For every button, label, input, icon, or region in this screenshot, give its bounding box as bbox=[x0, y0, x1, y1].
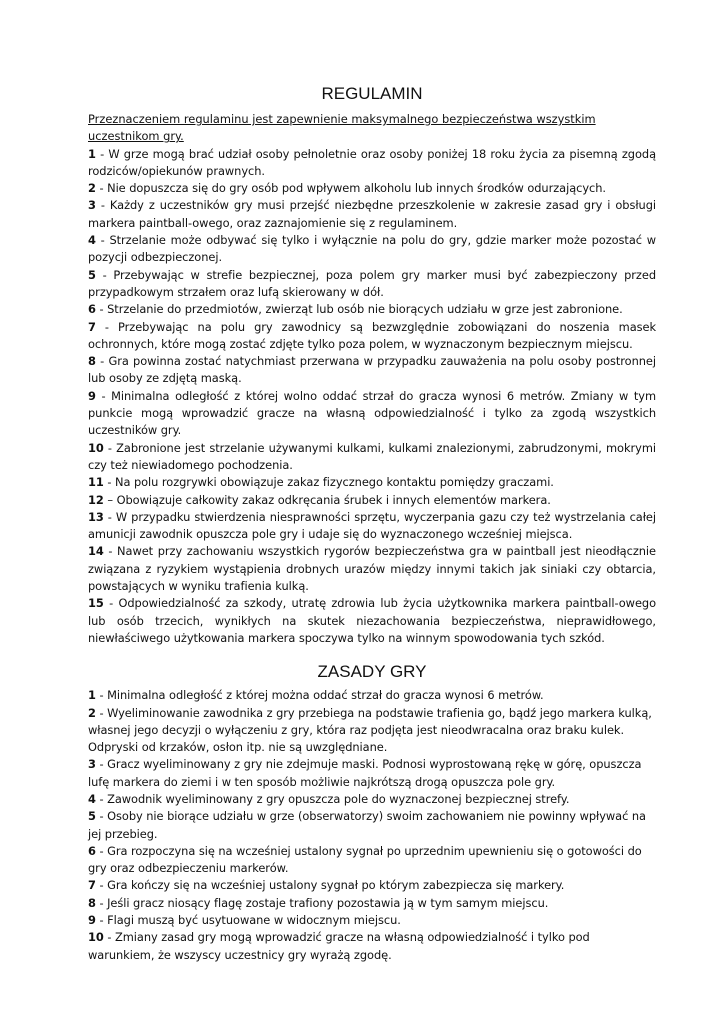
rule-text: Zabronione jest strzelanie używanymi kulkami, kulkami znalezionymi, zabrudzonymi, mokrymi czy też niewiadomego pochodzenia. bbox=[88, 440, 656, 472]
rule-separator: - bbox=[95, 198, 110, 213]
rule-number: 3 bbox=[88, 198, 96, 213]
rule-separator: - bbox=[103, 509, 116, 524]
rule-text: Wyeliminowanie zawodnika z gry przebiega na podstawie trafienia go, bądź jego markera kulką, własnej jego decyzji o wyłączeniu z gry, która raz podjęta jest nieodwracalna oraz braku kulek. Odpryski od krzaków, osłon itp. nie są uwzględniane. bbox=[88, 705, 652, 755]
zasady-rule bbox=[88, 912, 656, 929]
rule-number: 14 bbox=[88, 544, 104, 559]
rule-text: Minimalna odległość z której wolno oddać strzał do gracza wynosi 6 metrów. Zmiany w tym punkcie mogą wprowadzić gracze na własną odpowiedzialność i tylko za zgodą wszystkich uczestników gry. bbox=[88, 388, 657, 438]
rule-text: Nawet przy zachowaniu wszystkich rygorów bezpieczeństwa gra w paintball jest nieodłącznie związana z ryzykiem wystąpienia drobnych urazów między innymi takich jak siniaki czy obtarcia, powstających w wyniku trafienia kulką. bbox=[88, 544, 656, 594]
rule-number: 8 bbox=[88, 895, 96, 910]
rule-text: Minimalna odległość z której można oddać strzał do gracza wynosi 6 metrów. bbox=[107, 688, 544, 703]
rule-text: Przebywając na polu gry zawodnicy są bezwzględnie zobowiązani do noszenia masek ochronnych, które mogą zostać zdjęte tylko poza polem, w wyznaczonym bezpiecznym miejscu. bbox=[88, 319, 657, 351]
rule-separator: - bbox=[95, 791, 108, 806]
rule-separator: - bbox=[103, 930, 115, 945]
rule-number: 7 bbox=[88, 319, 96, 334]
rule-number: 6 bbox=[88, 843, 96, 858]
zasady-rule bbox=[88, 687, 656, 704]
regulamin-rule bbox=[88, 232, 656, 267]
rule-number: 9 bbox=[88, 388, 96, 403]
rule-text: Flagi muszą być usytuowane w widocznym miejscu. bbox=[107, 913, 401, 928]
rule-text: Strzelanie do przedmiotów, zwierząt lub osób nie biorących udziału w grze jest zabronione. bbox=[107, 302, 623, 317]
rule-number: 1 bbox=[88, 688, 96, 703]
regulamin-rule bbox=[88, 492, 656, 509]
zasady-title: ZASADY GRY bbox=[317, 662, 427, 682]
zasady-rule bbox=[88, 895, 656, 912]
regulamin-rule bbox=[88, 180, 656, 197]
rule-separator: - bbox=[103, 596, 119, 611]
rule-number: 12 bbox=[88, 492, 104, 507]
zasady-rule bbox=[88, 843, 656, 878]
rule-separator: - bbox=[95, 181, 108, 196]
rule-text: Strzelanie może odbywać się tylko i wyłącznie na polu do gry, gdzie marker może pozostać w pozycji odbezpieczonej. bbox=[88, 233, 657, 265]
regulamin-rule bbox=[88, 319, 656, 354]
rule-number: 6 bbox=[88, 302, 96, 317]
rule-number: 13 bbox=[88, 509, 104, 524]
rule-text: Przebywając w strefie bezpiecznej, poza polem gry marker musi być zabezpieczony przed przypadkowym strzałem oraz lufą skierowany w dół. bbox=[88, 267, 657, 299]
rule-text: Gra powinna zostać natychmiast przerwana w przypadku zauważenia na polu osoby postronnej lub osoby ze zdjętą maską. bbox=[88, 354, 657, 386]
zasady-rule bbox=[88, 929, 656, 964]
rule-separator: - bbox=[95, 267, 114, 282]
rule-separator: - bbox=[95, 233, 110, 248]
regulamin-rule bbox=[88, 509, 656, 544]
rule-separator: - bbox=[95, 843, 108, 858]
rule-separator: - bbox=[95, 302, 108, 317]
rule-number: 7 bbox=[88, 878, 96, 893]
rule-text: Obowiązuje całkowity zakaz odkręcania śrubek i innych elementów markera. bbox=[116, 492, 551, 507]
rule-number: 15 bbox=[88, 596, 104, 611]
rule-separator: - bbox=[95, 757, 108, 772]
regulamin-rule bbox=[88, 301, 656, 318]
rule-separator: - bbox=[103, 475, 115, 490]
rule-number: 4 bbox=[88, 233, 96, 248]
rule-separator: - bbox=[95, 878, 108, 893]
rule-text: Gra kończy się na wcześniej ustalony sygnał po którym zabezpiecza się markery. bbox=[107, 878, 565, 893]
rule-text: Odpowiedzialność za szkody, utratę zdrowia lub życia użytkownika markera paintball-owego lub osób trzecich, wynikłych na skutek niezachowania bezpieczeństwa, nieprawidłowego, niewłaściwego użytkowania markera spoczywa tylko na winnym spowodowania tych szkód. bbox=[88, 596, 656, 645]
regulamin-rule bbox=[88, 543, 656, 595]
rule-separator: - bbox=[95, 705, 108, 720]
regulamin-rule bbox=[88, 440, 656, 475]
rule-text: Gracz wyeliminowany z gry nie zdejmuje maski. Podnosi wyprostowaną rękę w górę, opuszcza lufę markera do ziemi i w ten sposób możliwie najkrótszą drogą opuszcza pole gry. bbox=[88, 757, 642, 789]
rule-separator: - bbox=[95, 319, 119, 334]
regulamin-rule bbox=[88, 474, 656, 491]
rule-text: W grze mogą brać udział osoby pełnoletnie oraz osoby poniżej 18 roku życia za pisemną zgodą rodziców/opiekunów prawnych. bbox=[88, 146, 656, 178]
zasady-rule bbox=[88, 877, 656, 894]
rule-text: Nie dopuszcza się do gry osób pod wpływem alkoholu lub innych środków odurzających. bbox=[107, 181, 606, 196]
rule-number: 5 bbox=[88, 267, 96, 282]
regulamin-rule bbox=[88, 388, 656, 440]
rule-number: 9 bbox=[88, 913, 96, 928]
rule-number: 3 bbox=[88, 757, 96, 772]
rule-text: Na polu rozgrywki obowiązuje zakaz fizycznego kontaktu pomiędzy graczami. bbox=[114, 475, 554, 490]
rule-number: 5 bbox=[88, 809, 96, 824]
zasady-rule bbox=[88, 808, 656, 843]
document-content bbox=[88, 82, 656, 964]
rule-separator: - bbox=[95, 388, 112, 403]
rule-number: 10 bbox=[88, 930, 104, 945]
rule-text: Każdy z uczestników gry musi przejść niezbędne przeszkolenie w zakresie zasad gry i obsługi markera paintball-owego, oraz zaznajomienie się z regulaminem. bbox=[88, 198, 656, 230]
rule-number: 1 bbox=[88, 146, 96, 161]
rule-separator: - bbox=[95, 146, 109, 161]
regulamin-title: REGULAMIN bbox=[321, 84, 423, 103]
rule-number: 8 bbox=[88, 354, 96, 369]
rule-number: 2 bbox=[88, 705, 96, 720]
rule-separator: - bbox=[95, 895, 108, 910]
zasady-rule bbox=[88, 791, 656, 808]
regulamin-rule bbox=[88, 267, 656, 302]
rule-separator: - bbox=[95, 354, 109, 369]
rule-text: W przypadku stwierdzenia niesprawności sprzętu, wyczerpania gazu czy też wystrzelania całej amunicji zawodnik opuszcza pole gry i udaje się do wyznaczonego wcześniej miejsca. bbox=[88, 509, 656, 542]
regulamin-intro: Przeznaczeniem regulaminu jest zapewnienie maksymalnego bezpieczeństwa wszystkim uczestnikom gry. bbox=[88, 112, 596, 144]
rule-separator: - bbox=[103, 544, 118, 559]
rule-text: Gra rozpoczyna się na wcześniej ustalony sygnał po uprzednim upewnieniu się o gotowości do gry oraz odbezpieczeniu markerów. bbox=[88, 843, 642, 876]
regulamin-rule bbox=[88, 353, 656, 388]
rule-separator: - bbox=[95, 688, 108, 703]
regulamin-rule bbox=[88, 197, 656, 232]
zasady-rules-list bbox=[88, 687, 656, 964]
rule-text: Osoby nie biorące udziału w grze (obserwatorzy) swoim zachowaniem nie powinny wpływać na jej przebieg. bbox=[88, 809, 646, 841]
zasady-rule bbox=[88, 705, 656, 757]
regulamin-rules-list bbox=[88, 146, 656, 648]
rule-number: 11 bbox=[88, 475, 104, 490]
rule-separator: - bbox=[95, 913, 108, 928]
rule-text: Jeśli gracz niosący flagę zostaje trafiony pozostawia ją w tym samym miejscu. bbox=[107, 895, 549, 910]
rule-separator: - bbox=[95, 809, 108, 824]
rule-number: 10 bbox=[88, 440, 104, 455]
rule-separator: - bbox=[103, 440, 117, 455]
rule-text: Zmiany zasad gry mogą wprowadzić gracze na własną odpowiedzialność i tylko pod warunkiem, że wszyscy uczestnicy gry wyrażą zgodę. bbox=[88, 930, 590, 962]
rule-number: 2 bbox=[88, 181, 96, 196]
rule-text: Zawodnik wyeliminowany z gry opuszcza pole do wyznaczonej bezpiecznej strefy. bbox=[107, 791, 570, 806]
rule-number: 4 bbox=[88, 791, 96, 806]
rule-separator: – bbox=[103, 492, 117, 507]
regulamin-rule bbox=[88, 146, 656, 181]
zasady-rule bbox=[88, 756, 656, 791]
regulamin-rule bbox=[88, 595, 656, 647]
